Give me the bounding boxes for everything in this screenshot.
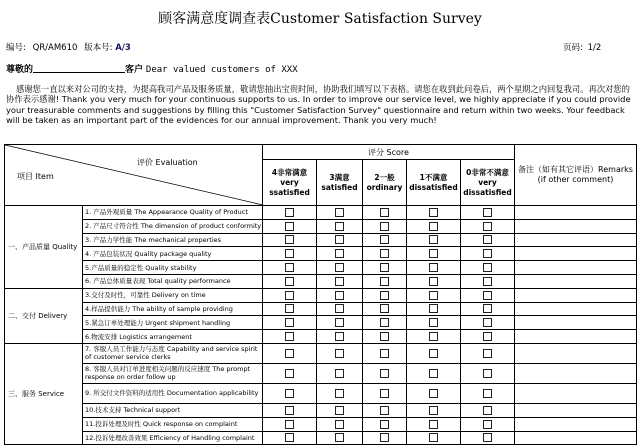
score-cell <box>407 403 461 417</box>
score-checkbox[interactable] <box>483 349 492 358</box>
table-row <box>5 233 637 247</box>
score-checkbox[interactable] <box>429 433 438 442</box>
score-cell <box>317 403 363 417</box>
score-checkbox[interactable] <box>429 318 438 327</box>
table-row <box>5 383 637 403</box>
score-cell <box>407 417 461 431</box>
score-checkbox[interactable] <box>335 369 344 378</box>
score-checkbox[interactable] <box>335 235 344 244</box>
score-checkbox[interactable] <box>483 420 492 429</box>
score-checkbox[interactable] <box>483 291 492 300</box>
score-cell <box>461 233 515 247</box>
score-checkbox[interactable] <box>429 389 438 398</box>
score-checkbox[interactable] <box>335 208 344 217</box>
item-label: 2. 产品尺寸符合性 The dimension of product conformity <box>83 219 263 233</box>
score-checkbox[interactable] <box>335 263 344 272</box>
score-column-cn: 2一般 <box>374 172 395 182</box>
score-column-en: dissatisfied <box>409 182 458 192</box>
remark-cell[interactable] <box>515 330 637 344</box>
score-checkbox[interactable] <box>335 389 344 398</box>
score-checkbox[interactable] <box>285 235 294 244</box>
score-cell <box>263 330 317 344</box>
item-label: 8. 客服人员对订单进度相关问题的反应速度 The prompt response on order follow up <box>83 363 263 383</box>
table-row <box>5 316 637 330</box>
score-checkbox[interactable] <box>335 332 344 341</box>
score-cell <box>363 431 407 445</box>
score-column-en: satisfied <box>321 182 358 192</box>
doc-meta <box>6 41 131 53</box>
page-meta <box>563 41 601 53</box>
score-cell <box>263 403 317 417</box>
score-cell <box>407 261 461 275</box>
table-row <box>5 247 637 261</box>
remark-cell[interactable] <box>515 233 637 247</box>
score-cell <box>363 261 407 275</box>
score-cell <box>363 206 407 220</box>
score-cell <box>407 383 461 403</box>
remark-cell[interactable] <box>515 363 637 383</box>
score-checkbox[interactable] <box>335 249 344 258</box>
score-cell <box>407 206 461 220</box>
table-row <box>5 274 637 288</box>
score-cell <box>317 206 363 220</box>
score-checkbox[interactable] <box>380 304 389 313</box>
score-cell <box>263 431 317 445</box>
remark-cell[interactable] <box>515 417 637 431</box>
score-column-header <box>317 160 363 206</box>
score-cell <box>461 247 515 261</box>
score-checkbox[interactable] <box>483 332 492 341</box>
score-cell <box>263 383 317 403</box>
score-cell <box>461 417 515 431</box>
score-checkbox[interactable] <box>380 433 389 442</box>
score-checkbox[interactable] <box>380 406 389 415</box>
score-checkbox[interactable] <box>285 263 294 272</box>
score-checkbox[interactable] <box>429 235 438 244</box>
score-checkbox[interactable] <box>380 235 389 244</box>
greeting-prefix: 尊敬的 <box>6 65 34 75</box>
page-number: 1/2 <box>587 43 602 53</box>
item-label: 6.物流安排 Logistics arrangement <box>83 330 263 344</box>
score-cell <box>363 274 407 288</box>
remarks-header: 备注（如有其它评语）Remarks (if other comment) <box>515 145 637 206</box>
score-column-en: very ssatisfied <box>269 177 310 197</box>
score-checkbox[interactable] <box>429 222 438 231</box>
score-cell <box>407 363 461 383</box>
score-checkbox[interactable] <box>429 332 438 341</box>
score-cell <box>317 302 363 316</box>
item-label: 3.交付及时性，可靠性 Delivery on time <box>83 288 263 302</box>
score-cell <box>317 417 363 431</box>
score-cell <box>363 302 407 316</box>
score-cell <box>407 302 461 316</box>
score-checkbox[interactable] <box>429 420 438 429</box>
score-cell <box>363 403 407 417</box>
score-cell <box>461 219 515 233</box>
score-cell <box>263 288 317 302</box>
score-checkbox[interactable] <box>483 249 492 258</box>
item-label: 12.投诉处理改善效果 Efficiency of Handling complaint <box>83 431 263 445</box>
item-label: 9. 所交付文件资料的适用性 Documentation applicability <box>83 383 263 403</box>
remark-cell[interactable] <box>515 383 637 403</box>
score-checkbox[interactable] <box>285 277 294 286</box>
score-checkbox[interactable] <box>285 291 294 300</box>
score-cell <box>263 219 317 233</box>
score-checkbox[interactable] <box>429 263 438 272</box>
item-label: 5.产品质量的稳定性 Quality stability <box>83 261 263 275</box>
score-checkbox[interactable] <box>380 318 389 327</box>
table-row <box>5 288 637 302</box>
score-checkbox[interactable] <box>429 304 438 313</box>
score-cell <box>461 363 515 383</box>
score-checkbox[interactable] <box>285 406 294 415</box>
score-checkbox[interactable] <box>335 304 344 313</box>
table-row <box>5 330 637 344</box>
table-row <box>5 403 637 417</box>
score-cell <box>317 316 363 330</box>
score-checkbox[interactable] <box>429 277 438 286</box>
score-cell <box>317 383 363 403</box>
score-cell <box>363 316 407 330</box>
score-cell <box>317 330 363 344</box>
score-checkbox[interactable] <box>483 263 492 272</box>
version-label: 版本号: <box>84 43 113 53</box>
score-checkbox[interactable] <box>335 406 344 415</box>
item-label: 3. 产品力学性能 The mechanical properties <box>83 233 263 247</box>
score-checkbox[interactable] <box>335 433 344 442</box>
table-row <box>5 431 637 445</box>
score-header: 评分 Score <box>263 145 515 160</box>
score-cell <box>263 417 317 431</box>
score-checkbox[interactable] <box>483 369 492 378</box>
doc-no: QR/AM610 <box>32 43 78 53</box>
intro-en: Thank you very much for your continuous supports to us. In order to improve our service level, we highly appreciate if you could provide your treasurable comments and suggestions by filling this "Customer Satisfaction Survey" questionnaire and return within two weeks. Your feedback will be taken as an important part of the evidences for our annual improvement. Thank you very much! <box>6 94 631 126</box>
score-checkbox[interactable] <box>429 208 438 217</box>
category-label: 二、交付 Delivery <box>5 288 83 343</box>
score-cell <box>461 288 515 302</box>
score-checkbox[interactable] <box>285 349 294 358</box>
score-checkbox[interactable] <box>335 349 344 358</box>
item-label: 5.紧急订单处理能力 Urgent shipment handling <box>83 316 263 330</box>
remark-cell[interactable] <box>515 274 637 288</box>
score-column-header <box>407 160 461 206</box>
greeting-en: Dear valued customers of XXX <box>145 65 298 75</box>
item-label: 1. 产品外观质量 The Appearance Quality of Product <box>83 206 263 220</box>
score-checkbox[interactable] <box>335 420 344 429</box>
doc-no-label: 编号: <box>6 43 26 53</box>
score-cell <box>263 363 317 383</box>
evaluation-header: 评价 Evaluation <box>137 158 198 167</box>
score-cell <box>263 302 317 316</box>
score-checkbox[interactable] <box>380 389 389 398</box>
score-checkbox[interactable] <box>380 208 389 217</box>
score-cell <box>461 316 515 330</box>
score-cell <box>461 261 515 275</box>
score-checkbox[interactable] <box>285 304 294 313</box>
score-cell <box>461 431 515 445</box>
intro-paragraph <box>6 84 634 126</box>
item-label: 6. 产品总体质量表现 Total quality performance <box>83 274 263 288</box>
score-checkbox[interactable] <box>483 304 492 313</box>
score-cell <box>263 274 317 288</box>
score-cell <box>363 330 407 344</box>
item-label: 4.样品提供能力 The ability of sample providing <box>83 302 263 316</box>
score-column-cn: 3满意 <box>329 172 350 182</box>
item-label: 11.投诉处理及时性 Quick response on complaint <box>83 417 263 431</box>
score-checkbox[interactable] <box>285 389 294 398</box>
survey-title: 顾客满意度调查表Customer Satisfaction Survey <box>158 11 482 27</box>
remark-cell[interactable] <box>515 219 637 233</box>
table-row <box>5 417 637 431</box>
table-row <box>5 219 637 233</box>
table-row <box>5 206 637 220</box>
greeting <box>6 62 298 75</box>
greeting-suffix: 客户 <box>125 65 144 75</box>
score-cell <box>263 261 317 275</box>
score-checkbox[interactable] <box>380 369 389 378</box>
score-cell <box>263 247 317 261</box>
score-checkbox[interactable] <box>429 406 438 415</box>
score-cell <box>263 233 317 247</box>
score-cell <box>263 316 317 330</box>
score-checkbox[interactable] <box>380 332 389 341</box>
score-cell <box>317 219 363 233</box>
table-row <box>5 302 637 316</box>
score-cell <box>363 219 407 233</box>
score-cell <box>407 330 461 344</box>
score-cell <box>407 316 461 330</box>
remark-cell[interactable] <box>515 288 637 302</box>
score-checkbox[interactable] <box>285 249 294 258</box>
remark-cell[interactable] <box>515 302 637 316</box>
score-column-header <box>363 160 407 206</box>
intro-cn: 感谢您一直以来对公司的支持，为提高我司产品及服务质量，敬请您抽出宝贵时间，协助我们填写以下表格。请您在收到此问卷后，两个星期之内回复我司。再次对您的协作表示感谢! <box>6 84 630 105</box>
item-label: 10.技术支持 Technical support <box>83 403 263 417</box>
score-cell <box>461 302 515 316</box>
score-cell <box>407 233 461 247</box>
category-label: 三、服务 Service <box>5 343 83 444</box>
score-checkbox[interactable] <box>429 349 438 358</box>
table-row <box>5 261 637 275</box>
score-checkbox[interactable] <box>335 318 344 327</box>
score-checkbox[interactable] <box>483 433 492 442</box>
score-checkbox[interactable] <box>380 222 389 231</box>
score-checkbox[interactable] <box>285 318 294 327</box>
score-column-cn: 1不满意 <box>419 172 448 182</box>
score-cell <box>317 233 363 247</box>
remark-cell[interactable] <box>515 261 637 275</box>
score-column-header <box>263 160 317 206</box>
item-header: 项目 Item <box>17 172 54 181</box>
score-checkbox[interactable] <box>483 277 492 286</box>
score-cell <box>317 247 363 261</box>
score-checkbox[interactable] <box>380 249 389 258</box>
score-column-header <box>461 160 515 206</box>
survey-table <box>4 144 637 445</box>
score-cell <box>461 343 515 363</box>
score-column-cn: 0非常不满意 <box>466 167 509 177</box>
customer-name-blank[interactable] <box>33 63 125 73</box>
score-cell <box>363 343 407 363</box>
score-cell <box>317 261 363 275</box>
score-checkbox[interactable] <box>380 420 389 429</box>
table-row <box>5 363 637 383</box>
score-cell <box>407 219 461 233</box>
item-label: 4. 产品包装状况 Quality package quality <box>83 247 263 261</box>
score-cell <box>461 330 515 344</box>
score-checkbox[interactable] <box>429 291 438 300</box>
score-checkbox[interactable] <box>380 277 389 286</box>
score-cell <box>317 274 363 288</box>
score-cell <box>363 288 407 302</box>
score-checkbox[interactable] <box>429 369 438 378</box>
score-cell <box>363 363 407 383</box>
remark-cell[interactable] <box>515 403 637 417</box>
score-cell <box>317 431 363 445</box>
score-cell <box>461 383 515 403</box>
score-cell <box>461 206 515 220</box>
score-cell <box>317 343 363 363</box>
score-checkbox[interactable] <box>335 291 344 300</box>
score-checkbox[interactable] <box>335 277 344 286</box>
score-cell <box>407 274 461 288</box>
remark-cell[interactable] <box>515 431 637 445</box>
score-column-cn: 4非常满意 <box>271 167 308 177</box>
score-cell <box>363 383 407 403</box>
score-cell <box>317 288 363 302</box>
score-checkbox[interactable] <box>483 222 492 231</box>
score-cell <box>407 431 461 445</box>
score-checkbox[interactable] <box>380 291 389 300</box>
score-checkbox[interactable] <box>483 389 492 398</box>
score-checkbox[interactable] <box>483 235 492 244</box>
score-cell <box>363 417 407 431</box>
remark-cell[interactable] <box>515 206 637 220</box>
score-checkbox[interactable] <box>483 208 492 217</box>
score-cell <box>363 247 407 261</box>
remark-cell[interactable] <box>515 316 637 330</box>
score-checkbox[interactable] <box>429 249 438 258</box>
score-cell <box>461 274 515 288</box>
remark-cell[interactable] <box>515 247 637 261</box>
remark-cell[interactable] <box>515 343 637 363</box>
score-cell <box>407 343 461 363</box>
score-checkbox[interactable] <box>285 420 294 429</box>
score-column-en: ordinary <box>366 182 403 192</box>
score-cell <box>317 363 363 383</box>
score-checkbox[interactable] <box>285 208 294 217</box>
score-cell <box>461 403 515 417</box>
score-cell <box>263 206 317 220</box>
score-checkbox[interactable] <box>380 263 389 272</box>
table-row <box>5 343 637 363</box>
item-label: 7. 客服人员工作能力与态度 Capability and service spirit of customer service clerks <box>83 343 263 363</box>
category-label: 一、产品质量 Quality <box>5 206 83 289</box>
version: A/3 <box>115 43 131 53</box>
score-checkbox[interactable] <box>380 349 389 358</box>
header-diagonal-cell <box>5 145 263 206</box>
score-checkbox[interactable] <box>285 332 294 341</box>
score-cell <box>363 233 407 247</box>
score-cell <box>263 343 317 363</box>
score-cell <box>407 288 461 302</box>
score-column-en: very dissatisfied <box>463 177 512 197</box>
score-checkbox[interactable] <box>483 406 492 415</box>
score-checkbox[interactable] <box>285 222 294 231</box>
page-label: 页码: <box>563 43 583 53</box>
score-cell <box>407 247 461 261</box>
score-checkbox[interactable] <box>483 318 492 327</box>
score-checkbox[interactable] <box>335 222 344 231</box>
score-checkbox[interactable] <box>285 369 294 378</box>
score-checkbox[interactable] <box>285 433 294 442</box>
